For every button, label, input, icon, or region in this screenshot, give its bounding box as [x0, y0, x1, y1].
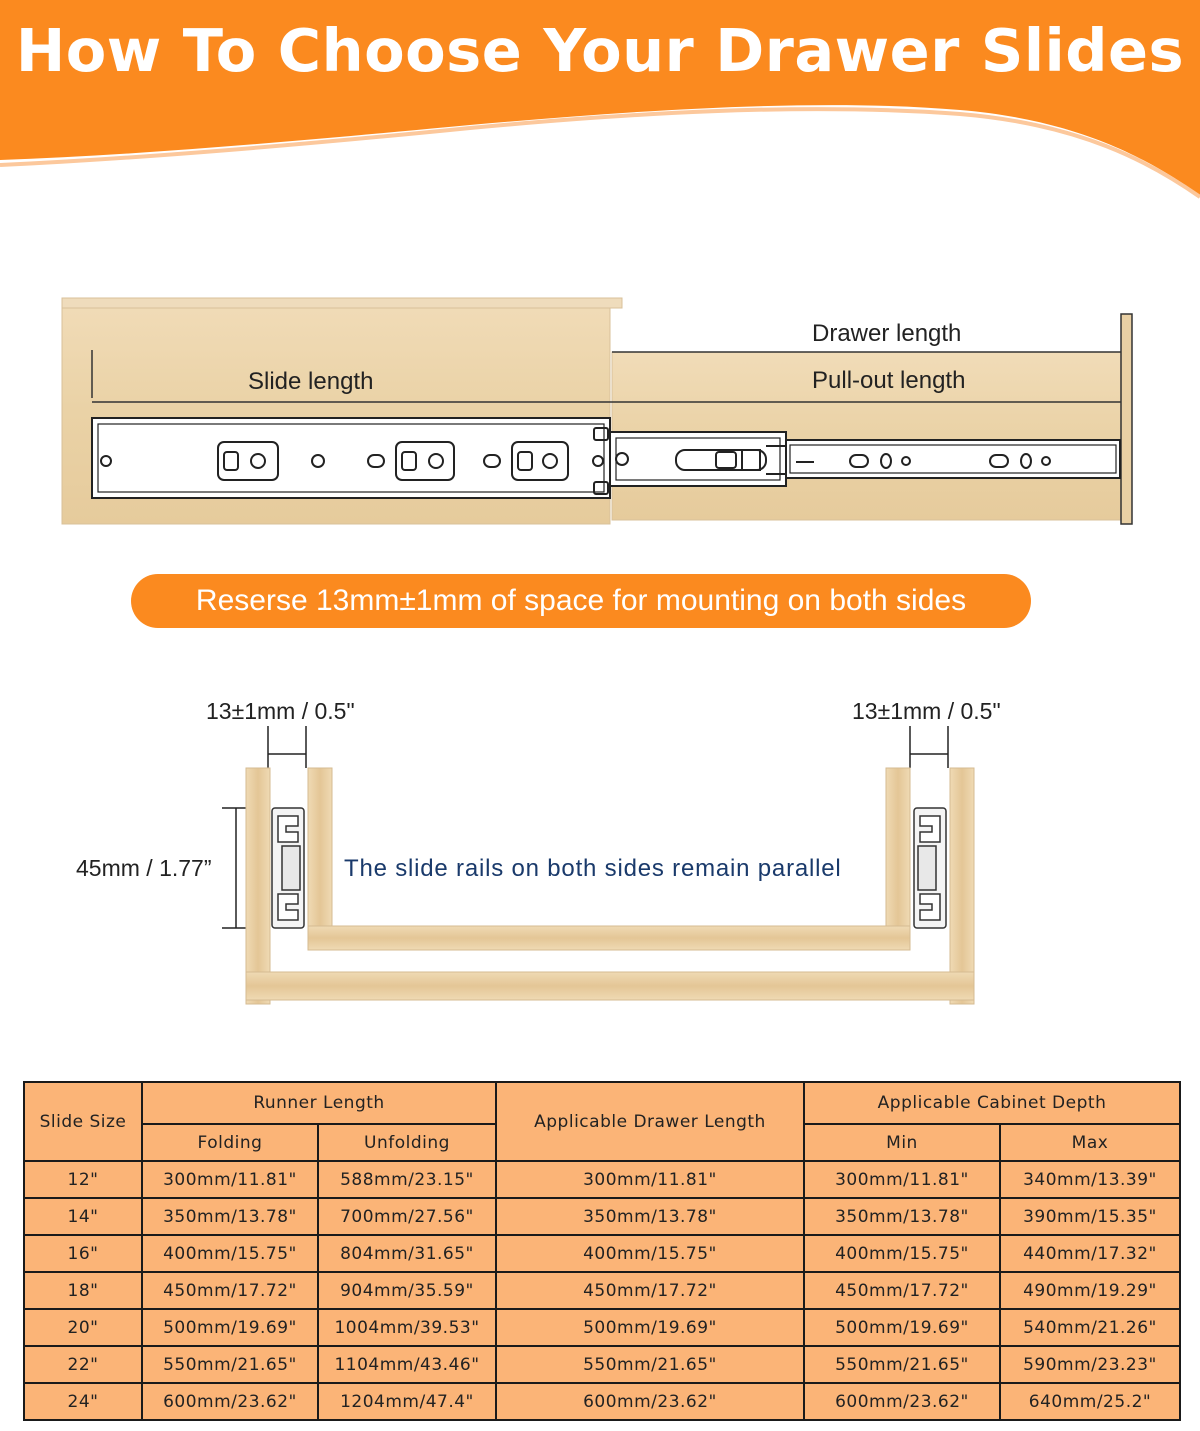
- cell-slide-size: 16": [24, 1235, 142, 1272]
- cell-drawer-length: 600mm/23.62": [496, 1383, 804, 1420]
- cell-max: 340mm/13.39": [1000, 1161, 1180, 1198]
- pullout-length-label: Pull-out length: [812, 367, 966, 394]
- parallel-rails-note: The slide rails on both sides remain parallel: [344, 855, 842, 882]
- inner-rail: [786, 440, 1120, 478]
- left-gap-label: 13±1mm / 0.5": [206, 698, 355, 724]
- cell-min: 550mm/21.65": [804, 1346, 1000, 1383]
- cell-max: 640mm/25.2": [1000, 1383, 1180, 1420]
- cell-unfolding: 804mm/31.65": [318, 1235, 496, 1272]
- size-spec-table: [23, 1081, 1179, 1421]
- cell-slide-size: 24": [24, 1383, 142, 1420]
- cell-min: 500mm/19.69": [804, 1309, 1000, 1346]
- table-row: [24, 1235, 1180, 1272]
- cell-folding: 450mm/17.72": [142, 1272, 318, 1309]
- cell-max: 440mm/17.32": [1000, 1235, 1180, 1272]
- cell-unfolding: 588mm/23.15": [318, 1161, 496, 1198]
- cell-max: 490mm/19.29": [1000, 1272, 1180, 1309]
- cell-drawer-length: 550mm/21.65": [496, 1346, 804, 1383]
- cell-drawer-length: 450mm/17.72": [496, 1272, 804, 1309]
- table-row: [24, 1383, 1180, 1420]
- cell-slide-size: 14": [24, 1198, 142, 1235]
- header-drawer-length: Applicable Drawer Length: [496, 1082, 804, 1161]
- mounting-space-banner: Reserse 13mm±1mm of space for mounting on both sides: [131, 574, 1031, 628]
- cell-unfolding: 904mm/35.59": [318, 1272, 496, 1309]
- slide-length-label: Slide length: [248, 368, 374, 395]
- cell-drawer-length: 500mm/19.69": [496, 1309, 804, 1346]
- cell-slide-size: 12": [24, 1161, 142, 1198]
- cell-folding: 400mm/15.75": [142, 1235, 318, 1272]
- drawer-front: [1121, 314, 1132, 524]
- drawer-length-label: Drawer length: [812, 320, 962, 347]
- cell-max: 590mm/23.23": [1000, 1346, 1180, 1383]
- cell-slide-size: 22": [24, 1346, 142, 1383]
- cell-folding: 300mm/11.81": [142, 1161, 318, 1198]
- table-row: [24, 1346, 1180, 1383]
- slide-height-label: 45mm / 1.77”: [76, 855, 212, 881]
- header-cabinet-depth: Applicable Cabinet Depth: [804, 1082, 1180, 1124]
- cell-folding: 500mm/19.69": [142, 1309, 318, 1346]
- cell-max: 540mm/21.26": [1000, 1309, 1180, 1346]
- cell-min: 350mm/13.78": [804, 1198, 1000, 1235]
- cell-unfolding: 1004mm/39.53": [318, 1309, 496, 1346]
- table-row: [24, 1198, 1180, 1235]
- cell-slide-size: 20": [24, 1309, 142, 1346]
- header-max: Max: [1000, 1124, 1180, 1161]
- header-banner: [0, 0, 1200, 200]
- cell-min: 450mm/17.72": [804, 1272, 1000, 1309]
- header-runner-length: Runner Length: [142, 1082, 496, 1124]
- cell-slide-size: 18": [24, 1272, 142, 1309]
- cell-unfolding: 1204mm/47.4": [318, 1383, 496, 1420]
- page-title: How To Choose Your Drawer Slides: [15, 16, 1185, 85]
- cell-folding: 600mm/23.62": [142, 1383, 318, 1420]
- cell-min: 600mm/23.62": [804, 1383, 1000, 1420]
- header-slide-size: Slide Size: [24, 1082, 142, 1161]
- cell-folding: 350mm/13.78": [142, 1198, 318, 1235]
- cell-min: 300mm/11.81": [804, 1161, 1000, 1198]
- cell-drawer-length: 400mm/15.75": [496, 1235, 804, 1272]
- slide-length-diagram: [0, 290, 1200, 540]
- cell-unfolding: 700mm/27.56": [318, 1198, 496, 1235]
- header-min: Min: [804, 1124, 1000, 1161]
- cell-min: 400mm/15.75": [804, 1235, 1000, 1272]
- table-row: [24, 1161, 1180, 1198]
- cell-folding: 550mm/21.65": [142, 1346, 318, 1383]
- cell-max: 390mm/15.35": [1000, 1198, 1180, 1235]
- cell-drawer-length: 300mm/11.81": [496, 1161, 804, 1198]
- right-gap-label: 13±1mm / 0.5": [852, 698, 1001, 724]
- table-row: [24, 1272, 1180, 1309]
- cell-drawer-length: 350mm/13.78": [496, 1198, 804, 1235]
- header-unfolding: Unfolding: [318, 1124, 496, 1161]
- table-row: [24, 1309, 1180, 1346]
- header-folding: Folding: [142, 1124, 318, 1161]
- cell-unfolding: 1104mm/43.46": [318, 1346, 496, 1383]
